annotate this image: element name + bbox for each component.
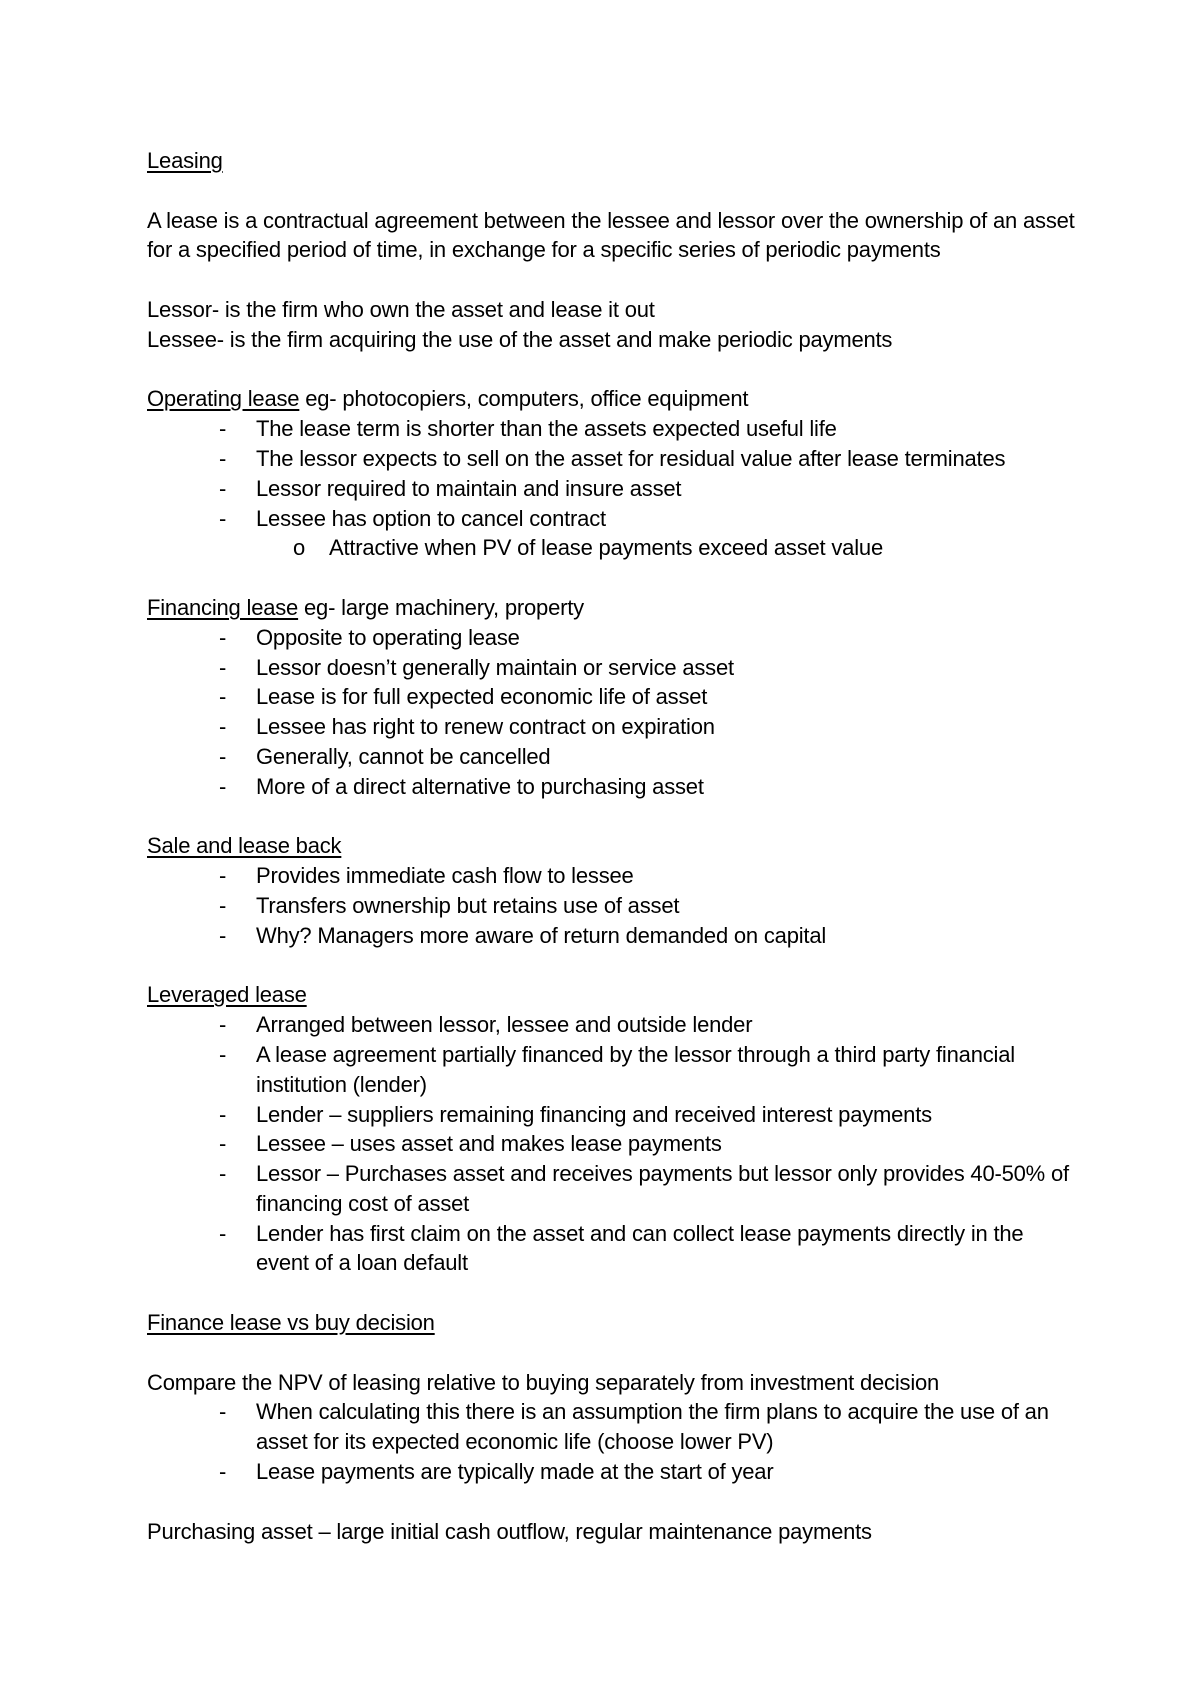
list-item: - Lessee has option to cancel contract (147, 504, 1077, 534)
list-item: - Lessee has right to renew contract on expiration (147, 712, 1077, 742)
finance-vs-buy-heading: Finance lease vs buy decision (147, 1310, 435, 1336)
list-item: - Lessee – uses asset and makes lease payments (147, 1129, 1077, 1159)
bullet-dash: - (219, 505, 227, 531)
financing-lease-heading: Financing lease (147, 594, 299, 620)
list-item: - Provides immediate cash flow to lessee (147, 861, 1077, 891)
bullet-dash: - (219, 1101, 227, 1127)
list-item: - A lease agreement partially financed by the lessor through a third party financial institution (lender) (219, 1041, 1015, 1097)
list-item: - Transfers ownership but retains use of asset (147, 891, 1077, 921)
list-item: - The lease term is shorter than the assets expected useful life (147, 414, 1077, 444)
spacer (147, 355, 1077, 385)
lessee-definition: Lessee- is the firm acquiring the use of the asset and make periodic payments (147, 326, 893, 352)
spacer (147, 802, 1077, 832)
list-item: - More of a direct alternative to purchasing asset (147, 772, 1077, 802)
list-item: - The lessor expects to sell on the asset for residual value after lease terminates (147, 444, 1077, 474)
bullet-dash: - (219, 1161, 227, 1187)
list-item: - Lease is for full expected economic life of asset (147, 682, 1077, 712)
spacer (147, 265, 1077, 295)
bullet-dash: - (219, 684, 227, 710)
list-item: - Lease payments are typically made at the start of year (147, 1457, 1077, 1487)
leveraged-lease-heading: Leveraged lease (147, 982, 307, 1008)
bullet-dash: - (219, 1459, 227, 1485)
bullet-dash: - (219, 416, 227, 442)
sale-leaseback-heading: Sale and lease back (147, 833, 342, 859)
spacer (147, 951, 1077, 981)
bullet-dash: - (219, 1012, 227, 1038)
spacer (147, 1278, 1077, 1308)
bullet-dash: - (219, 445, 227, 471)
list-item: - Generally, cannot be cancelled (147, 742, 1077, 772)
bullet-dash: - (219, 922, 227, 948)
list-item: - Why? Managers more aware of return demanded on capital (147, 921, 1077, 951)
lessor-definition: Lessor- is the firm who own the asset and lease it out (147, 296, 655, 322)
list-item: - Lender – suppliers remaining financing and received interest payments (147, 1100, 1077, 1130)
list-item: - Lender has first claim on the asset and can collect lease payments directly in the event of a loan default (219, 1220, 1024, 1276)
operating-lease-heading-line (147, 384, 1077, 414)
sub-list-item: o Attractive when PV of lease payments exceed asset value (147, 533, 1077, 563)
list-item: - Lessor doesn’t generally maintain or service asset (147, 653, 1077, 683)
spacer (147, 1338, 1077, 1368)
page-title: Leasing (147, 148, 223, 173)
document-body (147, 146, 1077, 1546)
spacer (147, 176, 1077, 206)
bullet-dash: - (219, 1399, 227, 1425)
intro-paragraph: A lease is a contractual agreement between the lessee and lessor over the ownership of an asset for a specified period of time, in exchange for a specific series of periodic payments (147, 207, 1075, 263)
operating-lease-examples: eg- photocopiers, computers, office equipment (299, 386, 749, 412)
bullet-dash: - (219, 773, 227, 799)
spacer (147, 1487, 1077, 1517)
list-item: - Opposite to operating lease (147, 623, 1077, 653)
bullet-dash: - (219, 1041, 227, 1067)
bullet-dash: - (219, 892, 227, 918)
purchasing-asset-line: Purchasing asset – large initial cash outflow, regular maintenance payments (147, 1518, 872, 1544)
bullet-dash: - (219, 1220, 227, 1246)
bullet-dash: - (219, 654, 227, 680)
bullet-dash: - (219, 624, 227, 650)
list-item: - Lessor required to maintain and insure asset (147, 474, 1077, 504)
bullet-dash: - (219, 714, 227, 740)
circle-bullet-icon: o (293, 535, 306, 561)
bullet-dash: - (219, 475, 227, 501)
bullet-dash: - (219, 863, 227, 889)
bullet-dash: - (219, 743, 227, 769)
list-item: - When calculating this there is an assumption the firm plans to acquire the use of an asset for its expected economic life (choose lower PV) (219, 1399, 1049, 1455)
finance-vs-buy-text: Compare the NPV of leasing relative to buying separately from investment decision (147, 1369, 940, 1395)
list-item: - Arranged between lessor, lessee and outside lender (147, 1010, 1077, 1040)
list-item: - Lessor – Purchases asset and receives payments but lessor only provides 40-50% of financing cost of asset (219, 1161, 1069, 1216)
financing-lease-examples: eg- large machinery, property (298, 594, 584, 620)
bullet-dash: - (219, 1131, 227, 1157)
operating-lease-heading: Operating lease (147, 386, 300, 412)
spacer (147, 563, 1077, 593)
financing-lease-heading-line (147, 593, 1077, 623)
